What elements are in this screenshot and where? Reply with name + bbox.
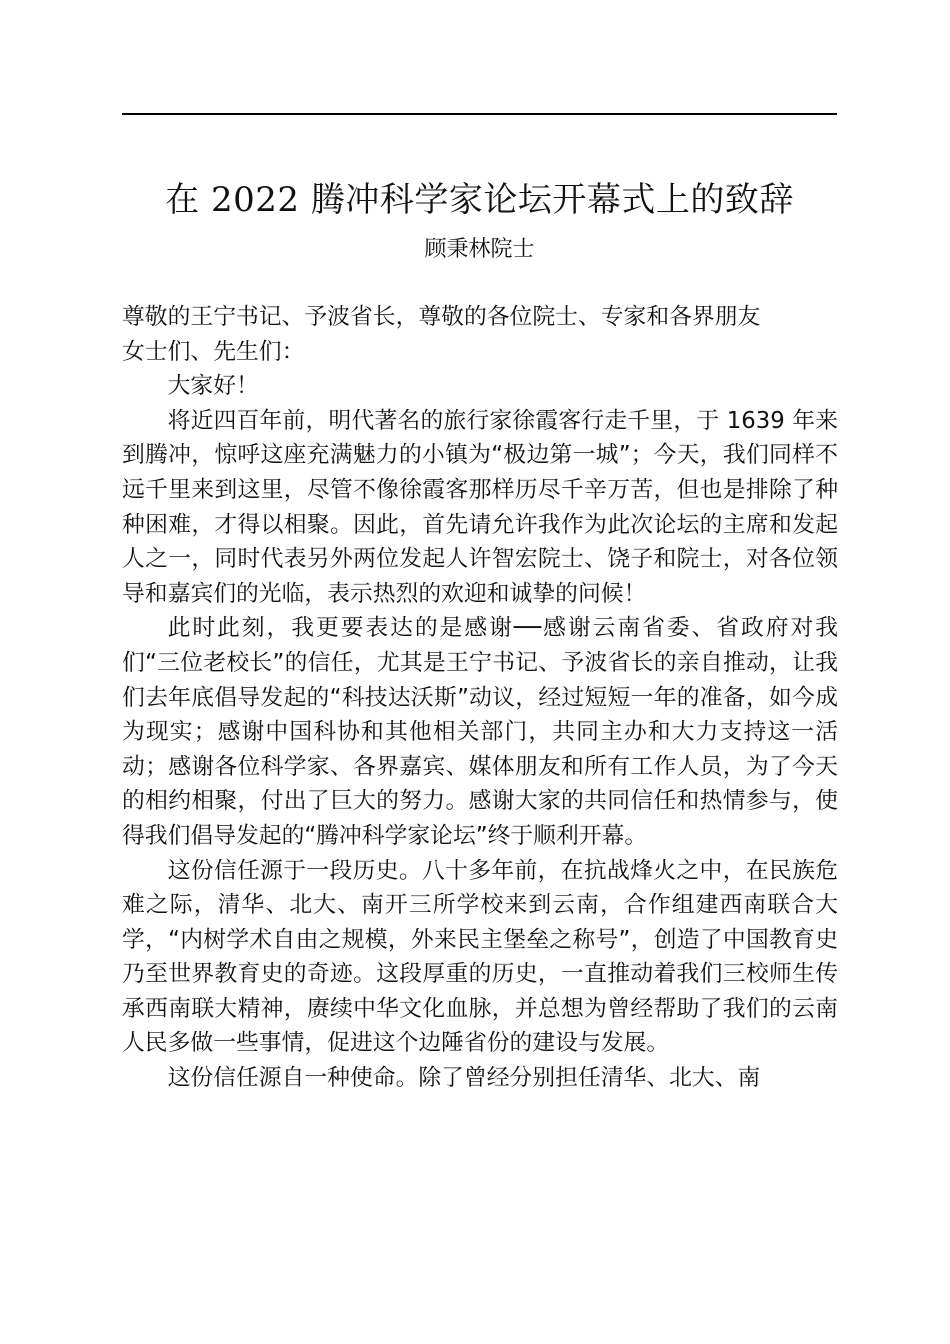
paragraph-trust-mission: 这份信任源自一种使命。除了曾经分别担任清华、北大、南 (167, 1065, 761, 1092)
paragraph-trust-history: 这份信任源于一段历史。八十多年前，在抗战烽火之中，在民族危难之际，清华、北大、南开三所学校来到云南，合作组建西南联合大学，“内树学术自由之规模，外来民主堡垒之称号”，创造了中国教育史乃至世界教育史的奇迹。这段厚重的历史，一直推动着我们三校师生传承西南联大精神，赓续中华文化血脉，并总想为曾经帮助了我们的云南人民多做一些事情，促进这个边陲省份的建设与发展。 (122, 857, 838, 1057)
document-author: 顾秉林院士 (424, 237, 535, 262)
document-body (122, 300, 838, 1096)
paragraph-greeting: 大家好！ (167, 373, 259, 400)
paragraph-history-xu-xiake: 将近四百年前，明代著名的旅行家徐霞客行走千里，于 1639 年来到腾冲，惊呼这座充满魅力的小镇为“极边第一城”；今天，我们同样不远千里来到这里，尽管不像徐霞客那样历尽千辛万苦，但也是排除了种种困难，才得以相聚。因此，首先请允许我作为此次论坛的主席和发起人之一，同时代表另外两位发起人许智宏院士、饶子和院士，对各位领导和嘉宾们的光临，表示热烈的欢迎和诚挚的问候！ (122, 407, 838, 607)
header-rule (122, 113, 837, 115)
salutation-line-2: 女士们、先生们： (122, 338, 305, 365)
document-title: 在 2022 腾冲科学家论坛开幕式上的致辞 (165, 180, 794, 220)
paragraph-thanks: 此时此刻，我更要表达的是感谢──感谢云南省委、省政府对我们“三位老校长”的信任，尤其是王宁书记、予波省长的亲自推动，让我们去年底倡导发起的“科技达沃斯”动议，经过短短一年的准备，如今成为现实；感谢中国科协和其他相关部门，共同主办和大力支持这一活动；感谢各位科学家、各界嘉宾、媒体朋友和所有工作人员，为了今天的相约相聚，付出了巨大的努力。感谢大家的共同信任和热情参与，使得我们倡导发起的“腾冲科学家论坛”终于顺利开幕。 (122, 615, 838, 849)
salutation-line-1: 尊敬的王宁书记、予波省长，尊敬的各位院士、专家和各界朋友 (122, 304, 761, 330)
